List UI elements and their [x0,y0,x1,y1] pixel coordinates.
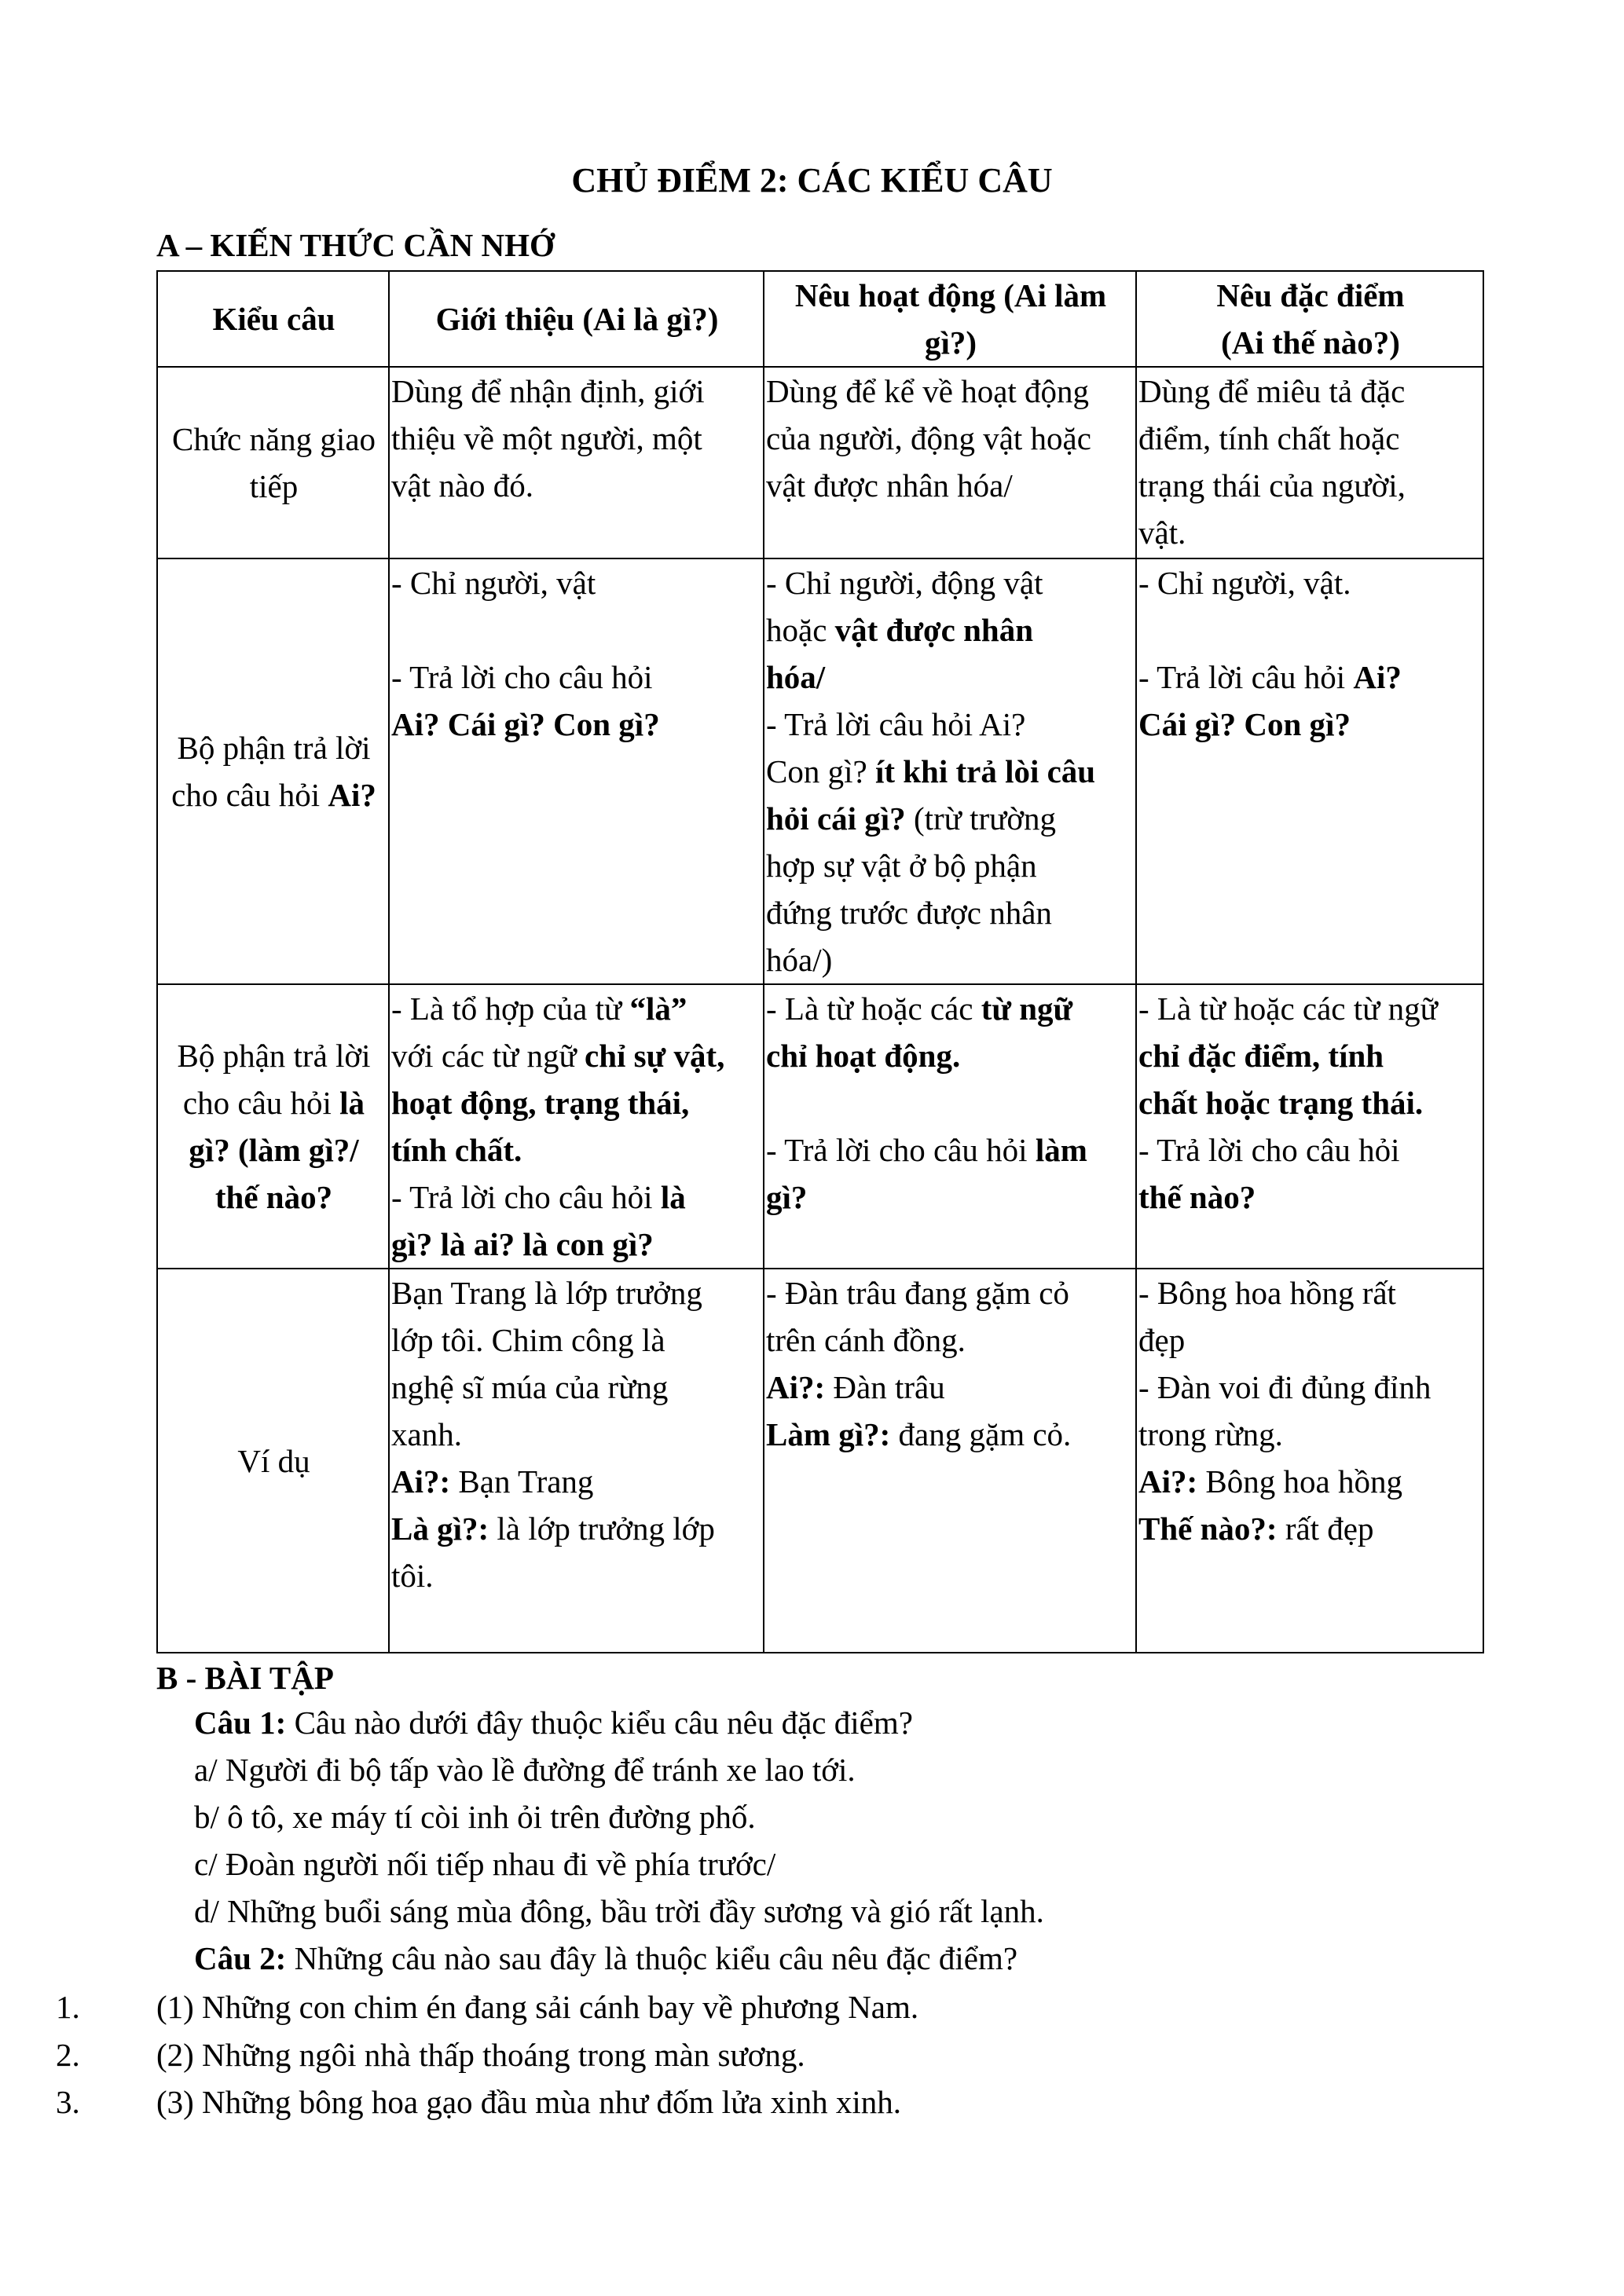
cell-line [159,1079,388,1126]
cell-line [766,1079,1135,1126]
cell-line [391,1269,763,1316]
cell-line [391,415,763,462]
cell-text: Ai?: [391,1463,451,1500]
cell-text: điểm, tính chất hoặc [1138,420,1400,456]
cell-line [766,701,1135,748]
cell-line [391,654,763,701]
table-cell [157,984,389,1269]
cell-line [1138,1269,1483,1316]
cell-line [1138,319,1483,366]
cell-text: của người, động vật hoặc [766,420,1091,456]
question-2-text: Những câu nào sau đây là thuộc kiểu câu nêu đặc điểm? [286,1940,1018,1976]
cell-text: vật nào đó. [391,467,534,504]
page-title: CHỦ ĐIỂM 2: CÁC KIỂU CÂU [571,161,1053,200]
table-row [157,367,1483,558]
cell-text: Bạn Trang là lớp trưởng [391,1275,702,1311]
cell-text: Kiểu câu [212,301,335,337]
cell-text: tính chất. [391,1132,522,1168]
table-cell [157,367,389,558]
cell-text: lớp tôi. Chim công là [391,1322,665,1358]
table-cell [764,367,1136,558]
cell-text: chỉ đặc điểm, tính [1138,1038,1384,1074]
table-header-cell [157,271,389,367]
cell-line [766,936,1135,983]
cell-text: - Trả lời cho câu hỏi [1138,1132,1400,1168]
cell-line [391,1126,763,1174]
cell-text: vật được nhân hóa/ [766,467,1013,504]
cell-text: - Bông hoa hồng rất [1138,1275,1396,1311]
cell-line [766,1316,1135,1364]
option-c: c/ Đoàn người nối tiếp nhau đi về phía trước/ [194,1846,776,1882]
cell-line [1138,272,1483,319]
cell-text: thế nào? [1138,1179,1256,1215]
cell-line [159,416,388,463]
option-a: a/ Người đi bộ tấp vào lề đường để tránh xe lao tới. [194,1752,856,1788]
cell-text: Cái gì? Con gì? [1138,706,1351,742]
cell-text: trạng thái của người, [1138,467,1406,504]
table-header-cell [389,271,764,367]
cell-text: - Là từ hoặc các [766,991,981,1027]
cell-line [1138,701,1483,748]
cell-text: Con gì? [766,753,875,789]
table-cell [764,1269,1136,1653]
cell-text: Dùng để nhận định, giới [391,373,705,409]
cell-line [1138,368,1483,415]
cell-text: - Đàn trâu đang gặm cỏ [766,1275,1069,1311]
cell-text: Bạn Trang [450,1463,594,1500]
cell-text: thế nào? [214,1179,333,1215]
cell-text: - Chỉ người, động vật [766,565,1043,601]
option-b: b/ ô tô, xe máy tí còi inh ỏi trên đường phố. [194,1799,756,1835]
cell-text: Ai?: [766,1369,826,1405]
cell-line [391,701,763,748]
table-cell [1136,558,1483,984]
cell-line [159,463,388,510]
cell-line [391,368,763,415]
cell-text: cho câu hỏi [171,777,328,813]
table-cell [389,1269,764,1653]
cell-line [766,1411,1135,1458]
cell-line [391,1364,763,1411]
cell-text: Thế nào?: [1138,1511,1278,1547]
cell-text: hoặc [766,612,835,648]
cell-line [766,272,1135,319]
table-row [157,558,1483,984]
cell-line [159,1126,388,1174]
cell-line [391,606,763,654]
list-number: 3. [56,2084,80,2120]
cell-line [766,654,1135,701]
cell-text: Nêu đặc điểm [1216,277,1405,313]
cell-text: hợp sự vật ở bộ phận [766,848,1037,884]
cell-text: từ ngữ [981,991,1073,1027]
cell-line [159,1032,388,1079]
cell-text: xanh. [391,1416,462,1452]
cell-line [391,1411,763,1458]
question-1-label: Câu 1: [194,1705,287,1741]
section-a-heading: A – KIẾN THỨC CẦN NHỚ [156,227,555,263]
cell-line [391,462,763,509]
cell-line [766,842,1135,889]
table-cell [157,1269,389,1653]
cell-text: thiệu về một người, một [391,420,702,456]
cell-line [391,1458,763,1505]
cell-line [766,606,1135,654]
cell-text: chỉ hoạt động. [766,1038,961,1074]
cell-line [766,748,1135,795]
cell-text: đẹp [1138,1322,1186,1358]
cell-text: tôi. [391,1558,434,1594]
cell-text: đang gặm cỏ. [890,1416,1072,1452]
question-2 [194,1935,1017,1982]
cell-text: là lớp trưởng lớp [489,1511,715,1547]
cell-text: là [339,1085,365,1121]
cell-text: rất đẹp [1277,1511,1374,1547]
cell-text: - Đàn voi đi đủng đỉnh [1138,1369,1432,1405]
cell-line [1138,1079,1483,1126]
table-cell [157,558,389,984]
cell-line [1138,1174,1483,1221]
cell-line [1138,1458,1483,1505]
cell-text: - Trả lời cho câu hỏi [391,1179,661,1215]
cell-text: - Trả lời cho câu hỏi [766,1132,1036,1168]
cell-text: “là” [629,991,687,1027]
cell-text: - Là từ hoặc các từ ngữ [1138,991,1438,1027]
list-item: (3) Những bông hoa gạo đầu mùa như đốm lửa xinh xinh. [156,2084,902,2120]
cell-text: Là gì?: [391,1511,489,1547]
cell-text: Dùng để miêu tả đặc [1138,373,1406,409]
cell-line [766,1269,1135,1316]
cell-line [159,1437,388,1485]
cell-text: Dùng để kể về hoạt động [766,373,1090,409]
table-header-cell [1136,271,1483,367]
cell-line [391,1505,763,1552]
cell-text: - Trả lời cho câu hỏi [391,659,653,695]
cell-line [1138,1411,1483,1458]
cell-line [159,771,388,818]
section-b-heading: B - BÀI TẬP [156,1660,334,1696]
question-1 [194,1699,913,1746]
cell-text: Giới thiệu (Ai là gì?) [435,301,719,337]
cell-line [766,1364,1135,1411]
table-cell [389,984,764,1269]
cell-line [1138,1364,1483,1411]
cell-line [766,368,1135,415]
cell-text: Ai? [1353,659,1402,695]
cell-text: hoạt động, trạng thái, [391,1085,690,1121]
sentence-types-table [156,270,1484,1653]
cell-text: đứng trước được nhân [766,895,1052,931]
cell-line [1138,654,1483,701]
cell-text: Bông hoa hồng [1197,1463,1402,1500]
cell-line [1138,1032,1483,1079]
list-item: (1) Những con chim én đang sải cánh bay về phương Nam. [156,1989,919,2025]
cell-text: Nêu hoạt động (Ai làm [794,277,1107,313]
cell-text: Ai? [328,777,376,813]
cell-line [766,1126,1135,1174]
cell-line [766,889,1135,936]
cell-line [1138,559,1483,606]
cell-text: với các từ ngữ [391,1038,585,1074]
cell-text: Bộ phận trả lời [177,730,371,766]
cell-text: (trừ trường [905,800,1057,837]
cell-text: Chức năng giao [171,421,376,457]
cell-text: gì? (làm gì?/ [189,1132,359,1168]
cell-text: gì?) [924,324,977,361]
cell-text: Ai? Cái gì? Con gì? [391,706,660,742]
table-header-row [157,271,1483,367]
cell-line [1138,606,1483,654]
cell-line [159,724,388,771]
cell-line [766,319,1135,366]
list-item: (2) Những ngôi nhà thấp thoáng trong màn sương. [156,2037,805,2073]
cell-line [766,415,1135,462]
cell-line [766,795,1135,842]
option-d: d/ Những buổi sáng mùa đông, bầu trời đầy sương và gió rất lạnh. [194,1893,1044,1929]
cell-text: vật được nhân [834,612,1034,648]
cell-line [391,1316,763,1364]
cell-text: trên cánh đồng. [766,1322,966,1358]
cell-text: Bộ phận trả lời [177,1038,371,1074]
cell-text: chỉ sự vật, [585,1038,725,1074]
cell-line [1138,1505,1483,1552]
cell-line [391,559,763,606]
table-cell [389,558,764,984]
cell-text: là [660,1179,686,1215]
cell-text: - Là tổ hợp của từ [391,991,630,1027]
table-cell [764,558,1136,984]
cell-text: cho câu hỏi [182,1085,340,1121]
cell-line [1138,462,1483,509]
cell-line [391,1221,763,1268]
cell-line [391,295,763,342]
cell-text: Ví dụ [237,1442,310,1479]
cell-line [1138,1316,1483,1364]
cell-line [766,1174,1135,1221]
cell-text: - Chỉ người, vật. [1138,565,1351,601]
cell-line [159,295,388,342]
cell-text: - Chỉ người, vật [391,565,596,601]
cell-text: - Trả lời câu hỏi [1138,659,1354,695]
cell-line [1138,1126,1483,1174]
cell-line [766,985,1135,1032]
cell-line [391,985,763,1032]
cell-line [1138,415,1483,462]
cell-text: trong rừng. [1138,1416,1283,1452]
cell-text: Ai?: [1138,1463,1198,1500]
cell-text: hóa/) [766,942,833,978]
cell-text: chất hoặc trạng thái. [1138,1085,1424,1121]
cell-text: Đàn trâu [825,1369,945,1405]
cell-text: hỏi cái gì? [766,800,906,837]
cell-text: - Trả lời câu hỏi Ai? [766,706,1026,742]
question-1-text: Câu nào dưới đây thuộc kiểu câu nêu đặc điểm? [286,1705,913,1741]
cell-line [391,1032,763,1079]
cell-text: tiếp [249,468,299,504]
table-cell [1136,984,1483,1269]
cell-line [159,1174,388,1221]
table-cell [1136,367,1483,558]
table-cell [1136,1269,1483,1653]
question-2-label: Câu 2: [194,1940,287,1976]
cell-text: nghệ sĩ múa của rừng [391,1369,669,1405]
table-cell [389,367,764,558]
cell-line [1138,985,1483,1032]
cell-line [1138,509,1483,556]
cell-text: hóa/ [766,659,826,695]
table-row [157,1269,1483,1653]
cell-text: gì? là ai? là con gì? [391,1226,654,1262]
cell-line [391,1552,763,1599]
cell-text: ít khi trả lòi câu [874,753,1096,789]
cell-text: làm [1035,1132,1087,1168]
cell-line [766,1032,1135,1079]
cell-text: (Ai thế nào?) [1221,324,1400,361]
cell-line [391,1174,763,1221]
list-number: 2. [56,2037,80,2073]
cell-text: vật. [1138,514,1186,551]
table-row [157,984,1483,1269]
cell-line [766,559,1135,606]
table-cell [764,984,1136,1269]
cell-line [391,1079,763,1126]
cell-line [766,462,1135,509]
list-number: 1. [56,1989,80,2025]
cell-text: Làm gì?: [766,1416,891,1452]
cell-text: gì? [766,1179,808,1215]
table-header-cell [764,271,1136,367]
